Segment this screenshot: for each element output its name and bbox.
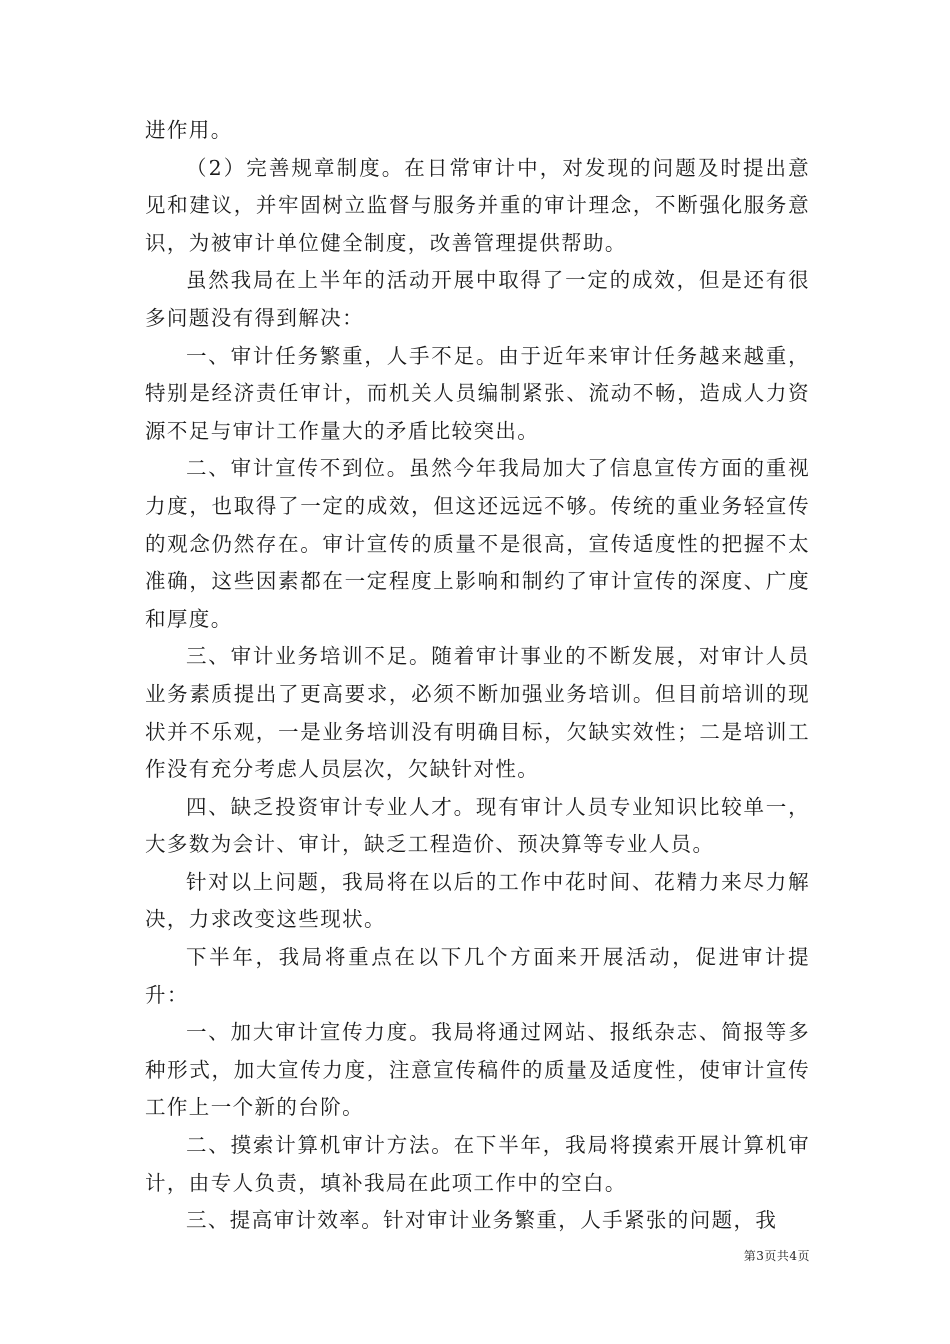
paragraph-5: 二、审计宣传不到位。虽然今年我局加大了信息宣传方面的重视力度，也取得了一定的成效，但这还远远不够。传统的重业务轻宣传的观念仍然存在。审计宣传的质量不是很高，宣传适度性的把握不太准确，这些因素都在一定程度上影响和制约了审计宣传的深度、广度和厚度。 xyxy=(145,456,810,631)
page-number: 第3页共4页 xyxy=(743,1249,810,1263)
paragraph-4: 一、审计任务繁重，人手不足。由于近年来审计任务越来越重，特别是经济责任审计，而机关人员编制紧张、流动不畅，造成人力资源不足与审计工作量大的矛盾比较突出。 xyxy=(145,343,810,443)
paragraph-7: 四、缺乏投资审计专业人才。现有审计人员专业知识比较单一，大多数为会计、审计，缺乏工程造价、预决算等专业人员。 xyxy=(145,794,810,857)
paragraph-8: 针对以上问题，我局将在以后的工作中花时间、花精力来尽力解决，力求改变这些现状。 xyxy=(145,869,810,932)
paragraph-1: 进作用。 xyxy=(145,118,233,142)
paragraph-6: 三、审计业务培训不足。随着审计事业的不断发展，对审计人员业务素质提出了更高要求，必须不断加强业务培训。但目前培训的现状并不乐观，一是业务培训没有明确目标，欠缺实效性；二是培训工作没有充分考虑人员层次，欠缺针对性。 xyxy=(145,644,810,782)
paragraph-11: 二、摸索计算机审计方法。在下半年，我局将摸索开展计算机审计，由专人负责，填补我局在此项工作中的空白。 xyxy=(145,1133,810,1195)
paragraph-9: 下半年，我局将重点在以下几个方面来开展活动，促进审计提升： xyxy=(145,945,810,1007)
document-body xyxy=(145,112,810,1240)
paragraph-2: （2）完善规章制度。在日常审计中，对发现的问题及时提出意见和建议，并牢固树立监督与服务并重的审计理念，不断强化服务意识，为被审计单位健全制度，改善管理提供帮助。 xyxy=(145,155,810,255)
paragraph-12: 三、提高审计效率。针对审计业务繁重，人手紧张的问题，我 xyxy=(186,1208,778,1233)
paragraph-3: 虽然我局在上半年的活动开展中取得了一定的成效，但是还有很多问题没有得到解决： xyxy=(145,268,810,330)
paragraph-10: 一、加大审计宣传力度。我局将通过网站、报纸杂志、简报等多种形式，加大宣传力度，注意宣传稿件的质量及适度性，使审计宣传工作上一个新的台阶。 xyxy=(145,1020,810,1120)
